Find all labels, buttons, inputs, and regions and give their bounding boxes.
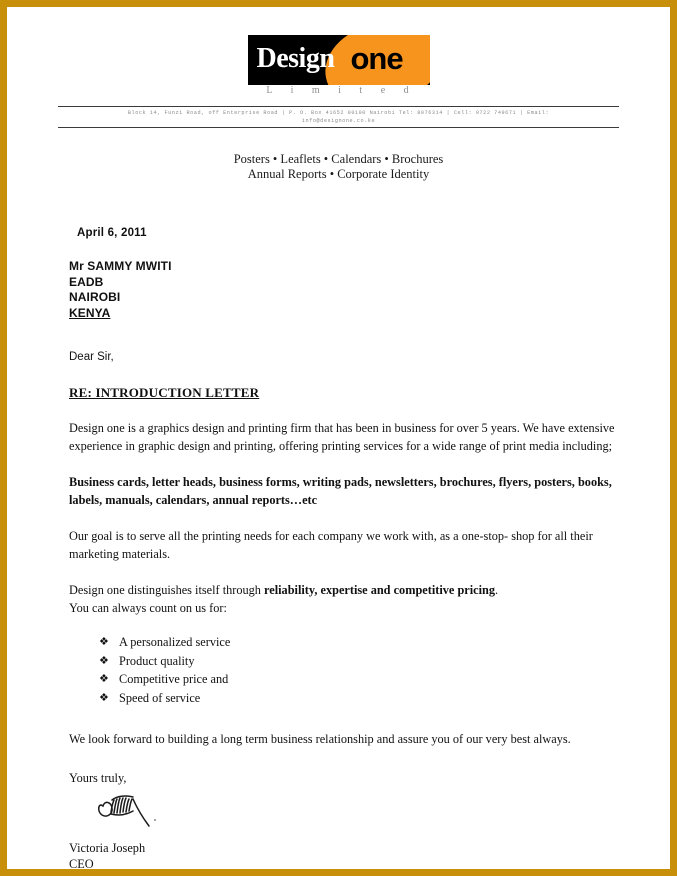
signer-title: CEO — [69, 856, 94, 871]
closing-statement: We look forward to building a long term business relationship and assure you of our very best always. — [69, 732, 571, 746]
tagline-line-2: Annual Reports • Corporate Identity — [247, 167, 430, 181]
paragraph-intro: Design one is a graphics design and printing firm that has been in business for over 5 years. We have extensive experience in graphic design and printing, offering printing services for a wide range of print media including; — [69, 421, 615, 453]
list-item-label: Speed of service — [119, 690, 201, 705]
contact-line-2: info@designone.co.ke — [301, 117, 376, 124]
recipient-city: NAIROBI — [69, 290, 121, 304]
subject-line: RE: INTRODUCTION LETTER — [69, 385, 260, 400]
signer-name: Victoria Joseph — [69, 840, 146, 855]
diamond-bullet-icon: ❖ — [99, 636, 109, 648]
paragraph-product-list: Business cards, letter heads, business forms, writing pads, newsletters, brochures, flyers, posters, books, labels, manuals, calendars, annual reports…etc — [69, 475, 612, 507]
letterhead — [7, 7, 670, 182]
benefits-list — [69, 633, 624, 707]
differentiators-line-2: You can always count on us for: — [69, 600, 227, 615]
letter-date: April 6, 2011 — [77, 227, 147, 239]
list-item — [99, 652, 624, 671]
letter-body — [7, 227, 670, 872]
recipient-address-block — [69, 259, 624, 321]
paragraph-differentiators — [69, 582, 624, 617]
sign-off: Yours truly, — [69, 770, 127, 785]
salutation: Dear Sir, — [69, 351, 114, 363]
letter-sheet — [7, 7, 670, 869]
services-tagline — [7, 152, 670, 182]
signature-image — [93, 790, 624, 838]
contact-details — [58, 107, 619, 127]
diamond-bullet-icon: ❖ — [99, 673, 109, 685]
logo-word-design: Design — [256, 43, 335, 74]
recipient-country: KENYA — [69, 305, 111, 320]
logo-subtitle-limited: L i m i t e d — [266, 85, 417, 96]
recipient-organization: EADB — [69, 274, 104, 289]
differentiators-prefix: Design one distinguishes itself through — [69, 583, 265, 597]
tagline-line-1: Posters • Leaflets • Calendars • Brochures — [233, 152, 444, 166]
list-item — [99, 689, 624, 708]
list-item-label: A personalized service — [119, 635, 231, 649]
paragraph-goal: Our goal is to serve all the printing needs for each company we work with, as a one-stop- shop for all their marketing materials. — [69, 529, 593, 561]
list-item-label: Competitive price and — [119, 672, 229, 686]
differentiators-highlight: reliability, expertise and competitive pricing — [264, 583, 496, 597]
list-item — [99, 670, 624, 689]
diamond-bullet-icon: ❖ — [99, 654, 109, 667]
logo-word-one: one — [350, 41, 403, 76]
signer-block — [69, 840, 624, 872]
recipient-name: Mr SAMMY MWITI — [69, 259, 172, 273]
list-item-label: Product quality — [119, 653, 195, 668]
contact-rule-bottom — [58, 127, 619, 128]
list-item — [99, 633, 624, 652]
handwritten-signature-icon — [93, 790, 183, 838]
diamond-bullet-icon: ❖ — [99, 691, 109, 704]
company-logo — [248, 35, 430, 101]
contact-line-1: Block 14, Funzi Road, off Enterprise Road | P. O. Box 41652 00100 Nairobi Tel: 8076314 | Cell: 0722 749671 | Email: — [127, 110, 550, 116]
differentiators-suffix: . — [495, 583, 499, 597]
